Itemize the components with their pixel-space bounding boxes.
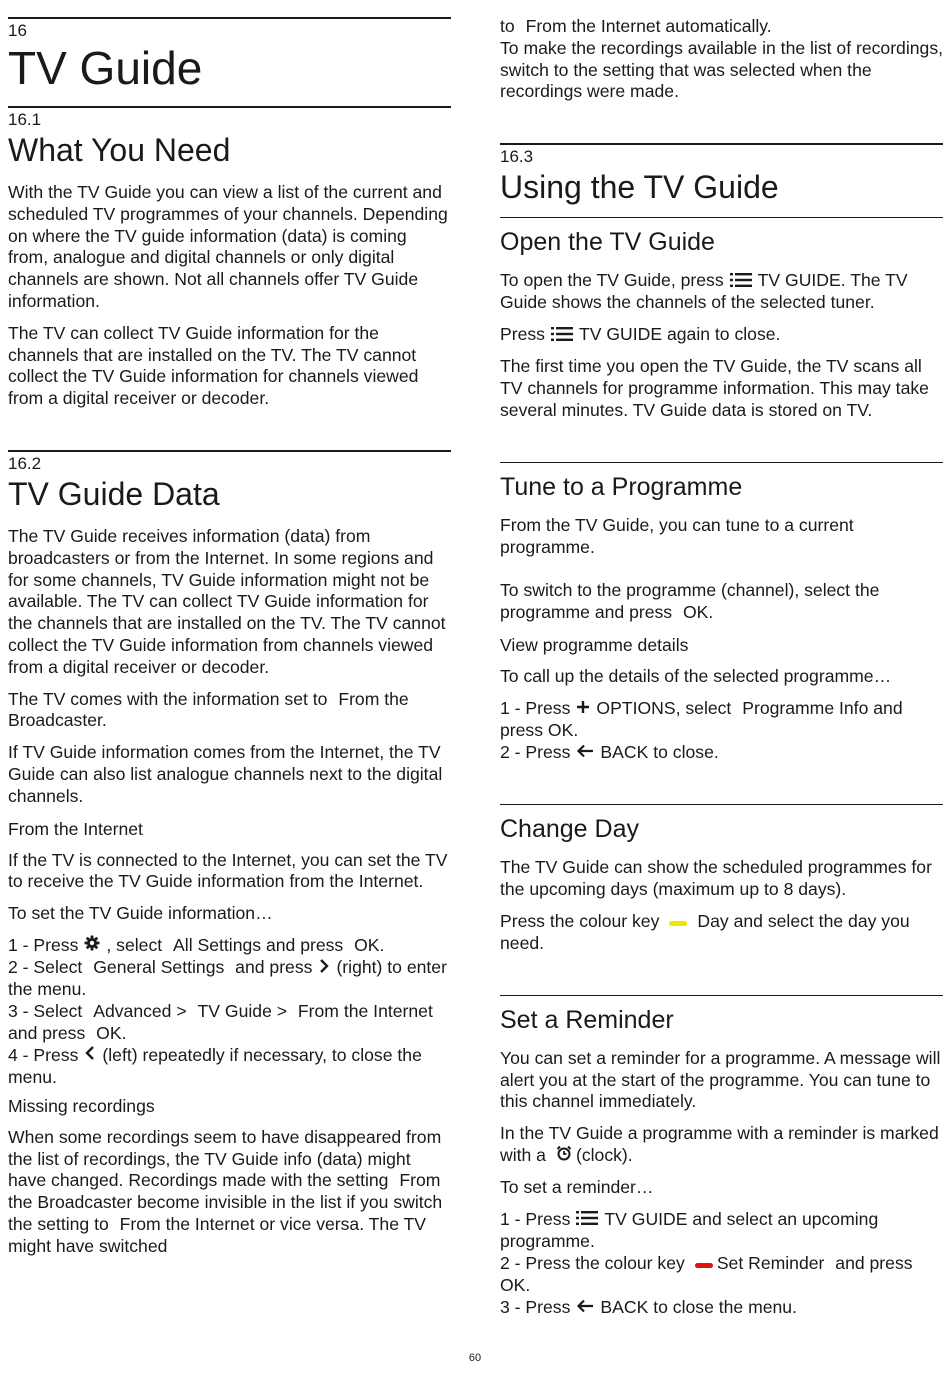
yellow-key-icon xyxy=(669,911,687,933)
red-key-icon xyxy=(695,1253,713,1275)
tv-guide-icon xyxy=(576,1209,598,1231)
chapter-number: 16 xyxy=(8,21,27,40)
step: 4 - Press (left) repeatedly if necessary, to close the menu. xyxy=(8,1044,422,1088)
subsection-title: Tune to a Programme xyxy=(500,472,743,501)
tv-guide-icon xyxy=(551,325,573,347)
alarm-clock-icon xyxy=(556,1145,572,1167)
step: 2 - Select General Settings and press (right) to enter the menu. xyxy=(8,957,447,1000)
plus-icon xyxy=(576,698,590,720)
subsection-title: Set a Reminder xyxy=(500,1005,674,1034)
section-title: Using the TV Guide xyxy=(500,169,779,206)
back-arrow-icon xyxy=(576,1297,594,1319)
step: 1 - Press , select All Settings and press OK. xyxy=(8,935,451,957)
subsection-title: Open the TV Guide xyxy=(500,228,715,257)
paragraph: The TV can collect TV Guide information for the channels that are installed on the TV. The TV cannot collect the TV Guide information for channels viewed from a digital receiver or decoder. xyxy=(8,322,419,409)
step: 3 - Press BACK to close the menu. xyxy=(500,1297,943,1319)
paragraph: To set a reminder… xyxy=(500,1177,654,1198)
steps-list xyxy=(500,698,943,764)
step: 1 - Press OPTIONS, select Programme Info and press OK. xyxy=(500,697,903,741)
chapter-rule xyxy=(8,17,451,19)
section-title: What You Need xyxy=(8,132,231,168)
paragraph: From the TV Guide, you can tune to a current programme. xyxy=(500,514,854,557)
paragraph: You can set a reminder for a programme. A message will alert you at the start of the programme. You can tune to this channel immediately. xyxy=(500,1047,941,1112)
section-title: TV Guide Data xyxy=(8,475,220,512)
section-number: 16.3 xyxy=(500,147,534,167)
right-column xyxy=(500,0,943,1325)
paragraph: To make the recordings available in the list of recordings, switch to the setting that was selected when the recordings were made. xyxy=(500,37,944,102)
step: 2 - Press the colour key Set Reminder and press OK. xyxy=(500,1252,913,1296)
subsection-rule xyxy=(500,217,943,218)
paragraph: In the TV Guide a programme with a reminder is marked with a (clock). xyxy=(500,1123,943,1167)
paragraph: Press TV GUIDE again to close. xyxy=(500,324,943,346)
paragraph: The TV Guide can show the scheduled programmes for the upcoming days (maximum up to 8 days). xyxy=(500,857,932,899)
step: 3 - Select Advanced > TV Guide > From the Internet and press OK. xyxy=(8,1001,433,1043)
subsection-title: Change Day xyxy=(500,815,639,844)
gear-icon xyxy=(84,935,100,957)
step: 2 - Press BACK to close. xyxy=(500,742,943,764)
paragraph: When some recordings seem to have disappeared from the list of recordings, the TV Guide info (data) might have changed. Recordings made with the setting From the Broadcaster become invisible in the list if you switch the setting to From the Internet or vice versa. The TV might have switched xyxy=(8,1126,443,1256)
section-rule xyxy=(8,450,451,452)
minor-heading: View programme details xyxy=(500,635,689,656)
minor-heading: From the Internet xyxy=(8,818,143,839)
page-number: 60 xyxy=(468,1352,482,1364)
chevron-right-icon xyxy=(318,958,330,980)
steps-list xyxy=(8,935,451,1089)
subsection-rule xyxy=(500,804,943,805)
paragraph: To call up the details of the selected programme… xyxy=(500,666,892,687)
paragraph: If TV Guide information comes from the Internet, the TV Guide can also list analogue channels next to the digital channels. xyxy=(8,742,443,806)
paragraph: With the TV Guide you can view a list of the current and scheduled TV programmes of your channels. Depending on where the TV guide information (data) is coming from, analogue and digital channels or only digital channels are shown. Not all channels offer TV Guide information. xyxy=(8,182,448,311)
chapter-title: TV Guide xyxy=(8,42,203,94)
section-number: 16.2 xyxy=(8,453,42,473)
paragraph: Press the colour key Day and select the day you need. xyxy=(500,910,910,953)
paragraph: to From the Internet automatically. xyxy=(500,16,772,36)
section-number: 16.1 xyxy=(8,110,42,129)
paragraph: To open the TV Guide, press TV GUIDE. The TV Guide shows the channels of the selected tuner. xyxy=(500,270,908,313)
paragraph: To switch to the programme (channel), select the programme and press OK. xyxy=(500,580,880,623)
chevron-left-icon xyxy=(84,1045,96,1067)
section-rule xyxy=(8,106,451,108)
section-rule xyxy=(500,143,943,145)
paragraph: If the TV is connected to the Internet, you can set the TV to receive the TV Guide information from the Internet. xyxy=(8,849,448,892)
tv-guide-icon xyxy=(730,271,752,293)
paragraph: To set the TV Guide information… xyxy=(8,903,273,924)
steps-list xyxy=(500,1209,943,1319)
minor-heading: Missing recordings xyxy=(8,1095,155,1116)
paragraph: The TV Guide receives information (data) from broadcasters or from the Internet. In some regions and for some channels, TV Guide information might not be available. The TV can collect TV Guide information for the channels that are installed on the TV. The TV cannot collect the TV Guide information from channels viewed from a digital receiver or decoder. xyxy=(8,525,446,677)
step: 1 - Press TV GUIDE and select an upcoming programme. xyxy=(500,1208,879,1252)
left-column xyxy=(8,0,451,1268)
back-arrow-icon xyxy=(576,742,594,764)
subsection-rule xyxy=(500,995,943,996)
paragraph: The first time you open the TV Guide, the TV scans all TV channels for programme information. This may take several minutes. TV Guide data is stored on TV. xyxy=(500,356,929,421)
paragraph: The TV comes with the information set to From the Broadcaster. xyxy=(8,688,409,731)
subsection-rule xyxy=(500,462,943,463)
